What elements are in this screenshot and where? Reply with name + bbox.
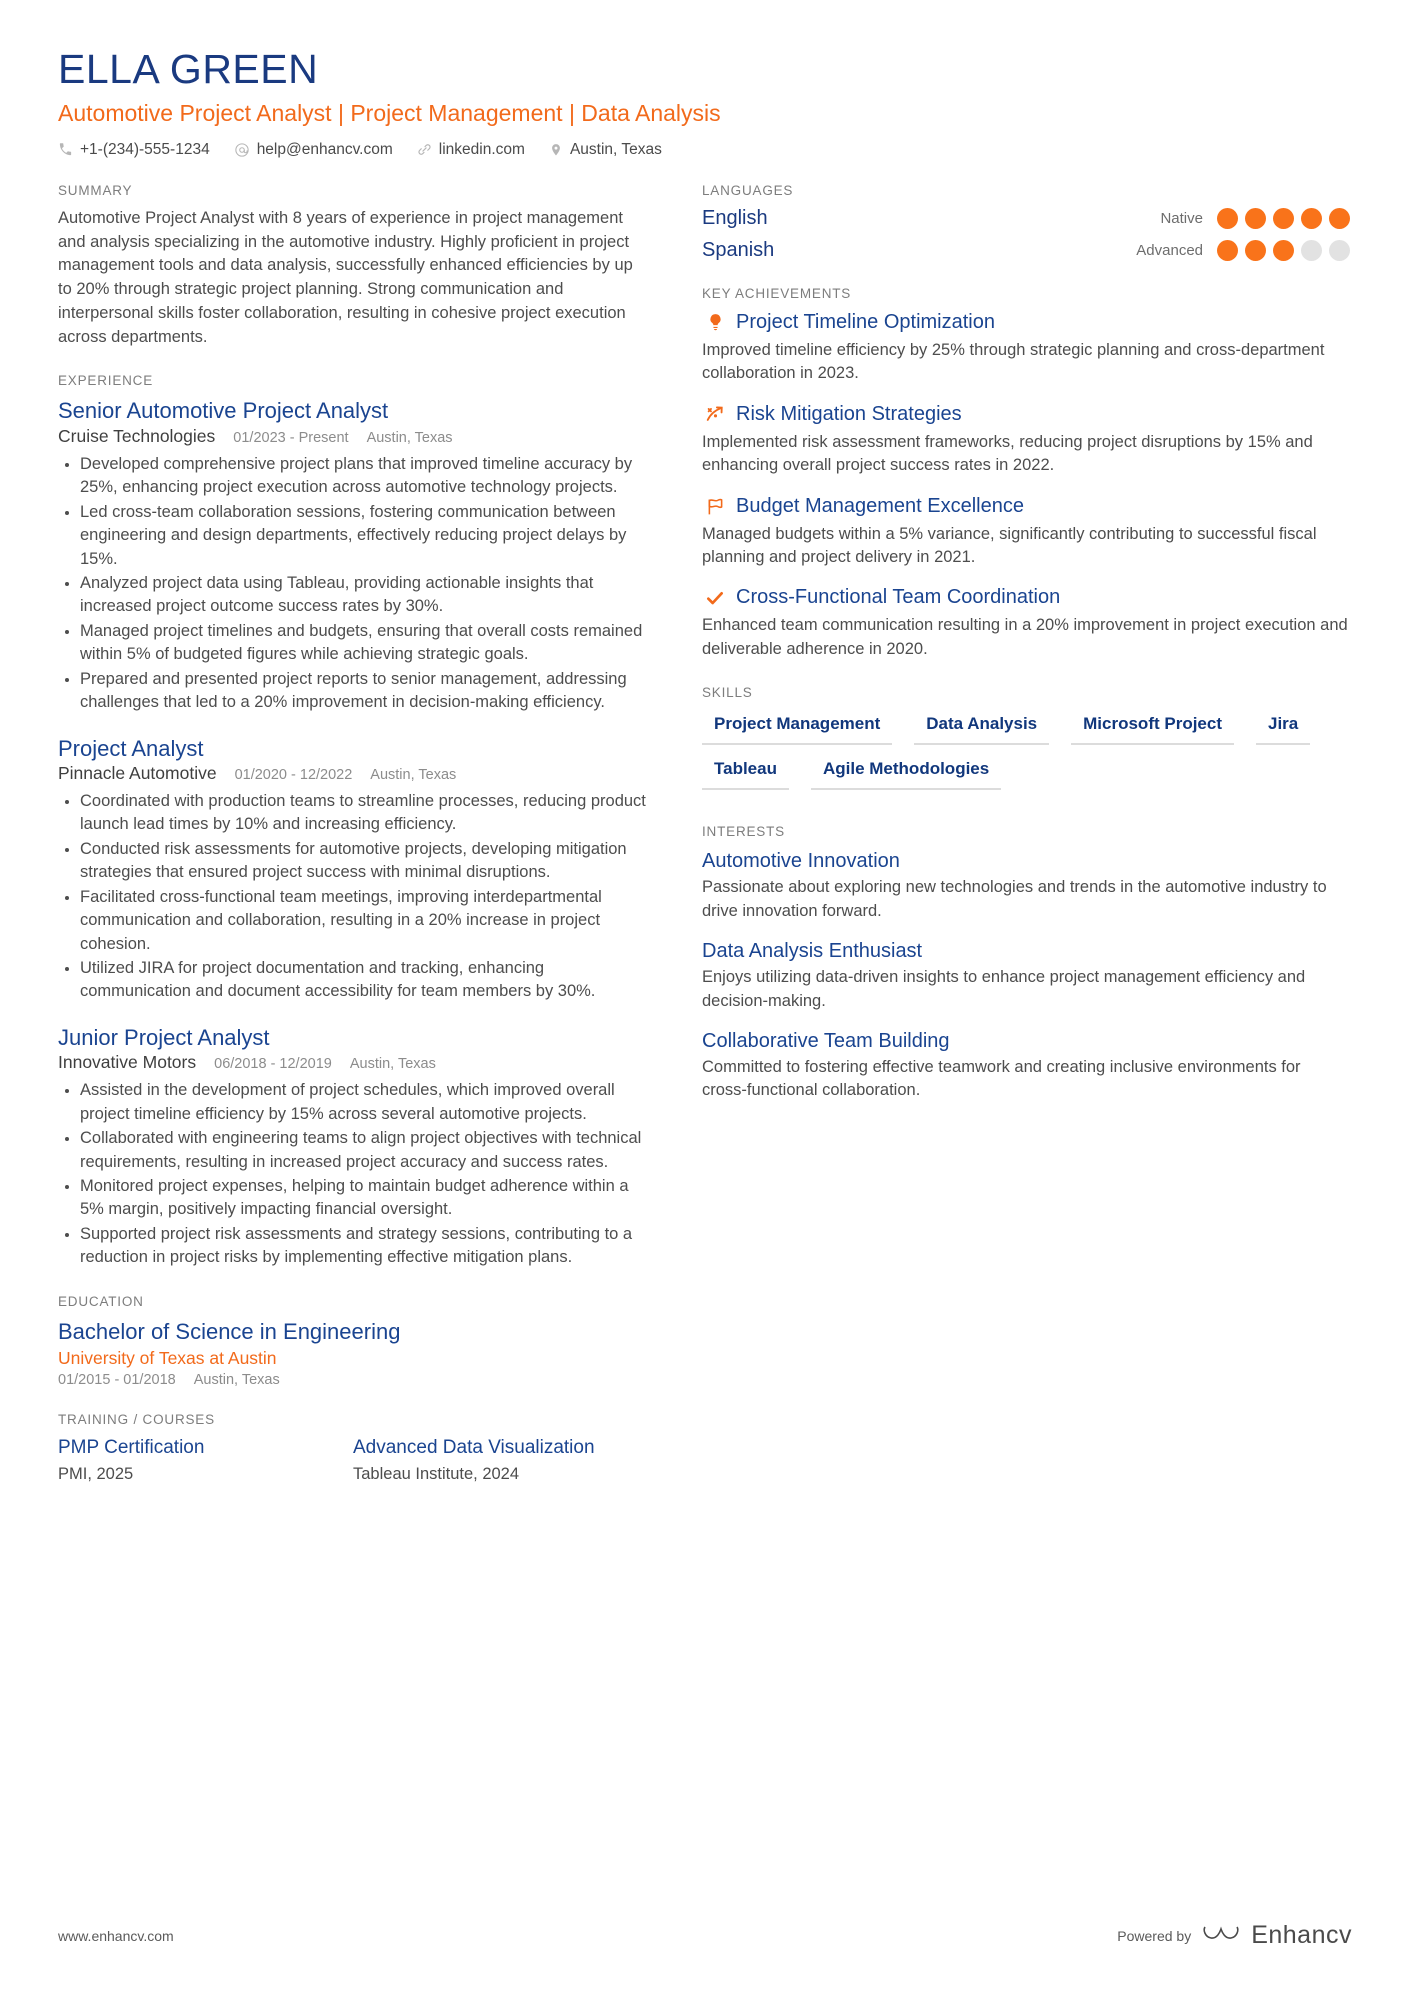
education-meta	[58, 1372, 648, 1388]
job-dates: 06/2018 - 12/2019	[214, 1056, 332, 1073]
education-dates: 01/2015 - 01/2018	[58, 1372, 176, 1389]
job-bullet-list	[58, 1079, 648, 1269]
experience-list	[58, 397, 648, 1269]
location-pin-icon	[549, 143, 563, 157]
contact-email	[234, 141, 393, 159]
proficiency-dot	[1301, 208, 1322, 229]
language-row	[702, 207, 1350, 230]
job-title: Project Analyst	[58, 735, 204, 761]
languages-section-label: LANGUAGES	[702, 182, 794, 198]
training-name: PMP Certification	[58, 1437, 205, 1459]
job-bullet-list	[58, 453, 648, 715]
achievement-entry	[702, 310, 1350, 386]
experience-bullet: Utilized JIRA for project documentation and tracking, enhancing communication and document accessibility for team members by 30%.	[58, 957, 648, 1004]
proficiency-dot	[1329, 208, 1350, 229]
achievement-head	[702, 310, 1350, 335]
enhancv-wordmark: Enhancv	[1251, 1921, 1352, 1949]
job-company: Pinnacle Automotive	[58, 763, 217, 784]
resume-header	[58, 46, 1352, 159]
language-level: Advanced	[1136, 241, 1203, 259]
section-skills	[702, 685, 1350, 790]
achievement-title: Budget Management Excellence	[736, 494, 1024, 517]
skill-tag: Data Analysis	[914, 709, 1049, 745]
training-provider: PMI, 2025	[58, 1464, 134, 1483]
education-school: University of Texas at Austin	[58, 1348, 277, 1369]
section-achievements	[702, 286, 1350, 661]
left-column	[58, 183, 678, 1508]
experience-bullet: Led cross-team collaboration sessions, fostering communication between engineering and design departments, effectively reducing project delays by 15%.	[58, 501, 648, 571]
interest-title: Automotive Innovation	[702, 850, 900, 873]
job-meta	[58, 426, 648, 447]
experience-bullet: Conducted risk assessments for automotive projects, developing mitigation strategies that ensured project success with minimal disruptions.	[58, 838, 648, 885]
footer-website-url[interactable]: www.enhancv.com	[58, 1927, 174, 1944]
experience-entry	[58, 1024, 648, 1270]
section-interests	[702, 824, 1350, 1103]
summary-text: Automotive Project Analyst with 8 years of experience in project management and analysis specializing in the automotive industry. Highly proficient in project management tools and data analysis, successfully enhanced efficiencies by up to 20% through strategic project planning. Strong communication and interpersonal skills foster collaboration, resulting in cohesive project execution across departments.	[58, 208, 633, 346]
footer-branding	[1117, 1920, 1352, 1951]
contact-link[interactable]	[417, 141, 525, 159]
contact-email-text: help@enhancv.com	[256, 140, 393, 158]
proficiency-dots	[1217, 240, 1350, 261]
job-location: Austin, Texas	[349, 1056, 436, 1073]
achievement-title: Risk Mitigation Strategies	[736, 402, 962, 425]
skills-section-label: SKILLS	[702, 685, 753, 701]
experience-bullet: Assisted in the development of project schedules, which improved overall project timeline efficiency by 15% across several automotive projects.	[58, 1079, 648, 1126]
contact-location	[549, 141, 662, 159]
skill-tag: Agile Methodologies	[811, 754, 1001, 790]
training-entry	[353, 1436, 648, 1484]
section-experience	[58, 373, 648, 1269]
flag-icon	[702, 496, 728, 517]
skill-tag: Tableau	[702, 754, 789, 790]
contact-phone-text: +1-(234)-555-1234	[80, 140, 210, 158]
interests-section-label: INTERESTS	[702, 824, 785, 840]
training-section-label: TRAINING / COURSES	[58, 1412, 215, 1428]
contact-location-text: Austin, Texas	[569, 140, 662, 158]
training-entry	[58, 1436, 353, 1484]
achievement-entry	[702, 494, 1350, 570]
experience-bullet: Analyzed project data using Tableau, providing actionable insights that increased project outcome success rates by 30%.	[58, 572, 648, 619]
checkmark-icon	[702, 588, 728, 608]
proficiency-dot	[1273, 240, 1294, 261]
summary-section-label: SUMMARY	[58, 182, 133, 198]
proficiency-dot	[1245, 240, 1266, 261]
achievement-head	[702, 402, 1350, 427]
contact-row	[58, 141, 1352, 159]
interests-list	[702, 848, 1350, 1103]
achievement-head	[702, 585, 1350, 610]
job-meta	[58, 1052, 648, 1073]
right-column	[678, 183, 1350, 1127]
interest-title: Collaborative Team Building	[702, 1029, 950, 1052]
resume-body	[58, 183, 1352, 1508]
language-row	[702, 239, 1350, 262]
education-location: Austin, Texas	[193, 1372, 280, 1389]
growth-arrow-icon	[702, 403, 728, 425]
education-degree: Bachelor of Science in Engineering	[58, 1318, 401, 1344]
achievement-description: Enhanced team communication resulting in a 20% improvement in project execution and deliverable adherence in 2020.	[702, 616, 1348, 658]
education-section-label: EDUCATION	[58, 1293, 144, 1309]
language-name: Spanish	[702, 238, 775, 261]
achievements-list	[702, 310, 1350, 661]
job-company: Innovative Motors	[58, 1052, 197, 1073]
section-summary	[58, 183, 648, 350]
page-footer	[58, 1920, 1352, 1951]
proficiency-dot	[1301, 240, 1322, 261]
training-name: Advanced Data Visualization	[353, 1437, 595, 1459]
experience-bullet: Facilitated cross-functional team meetings, improving interdepartmental communication and collaboration, resulting in a 20% increase in project cohesion.	[58, 886, 648, 956]
job-title: Senior Automotive Project Analyst	[58, 398, 389, 424]
education-entry	[58, 1318, 648, 1389]
interest-entry	[702, 848, 1350, 923]
experience-bullet: Developed comprehensive project plans that improved timeline accuracy by 25%, enhancing project execution across automotive technology projects.	[58, 453, 648, 500]
job-dates: 01/2023 - Present	[233, 429, 349, 446]
proficiency-dot	[1329, 240, 1350, 261]
contact-phone	[58, 141, 210, 159]
candidate-name: ELLA GREEN	[58, 46, 319, 92]
section-training	[58, 1412, 648, 1484]
proficiency-dot	[1217, 240, 1238, 261]
language-level: Native	[1160, 209, 1203, 227]
job-bullet-list	[58, 790, 648, 1004]
skill-tag: Project Management	[702, 709, 892, 745]
job-meta	[58, 763, 648, 784]
language-name: English	[702, 206, 768, 229]
powered-by-label: Powered by	[1117, 1927, 1192, 1944]
languages-list	[702, 207, 1350, 262]
lightbulb-icon	[702, 311, 728, 333]
email-icon	[234, 142, 250, 158]
candidate-headline: Automotive Project Analyst | Project Management | Data Analysis	[58, 100, 721, 127]
interest-description: Passionate about exploring new technologies and trends in the automotive industry to drive innovation forward.	[702, 878, 1327, 920]
achievement-title: Cross-Functional Team Coordination	[736, 586, 1061, 609]
experience-bullet: Managed project timelines and budgets, ensuring that overall costs remained within 5% of budgeted figures while achieving strategic goals.	[58, 620, 648, 667]
skill-tag: Jira	[1256, 709, 1310, 745]
achievement-description: Managed budgets within a 5% variance, significantly contributing to successful fiscal planning and project delivery in 2021.	[702, 524, 1317, 566]
proficiency-dot	[1217, 208, 1238, 229]
proficiency-dot	[1273, 208, 1294, 229]
interest-entry	[702, 1028, 1350, 1103]
experience-bullet: Supported project risk assessments and strategy sessions, contributing to a reduction in project risks by implementing effective mitigation plans.	[58, 1223, 648, 1270]
experience-bullet: Monitored project expenses, helping to maintain budget adherence within a 5% margin, positively impacting financial oversight.	[58, 1175, 648, 1222]
experience-bullet: Coordinated with production teams to streamline processes, reducing product launch lead times by 10% and increasing efficiency.	[58, 790, 648, 837]
experience-bullet: Collaborated with engineering teams to align project objectives with technical requirements, resulting in increased project accuracy and success rates.	[58, 1127, 648, 1174]
enhancv-logo-icon	[1201, 1920, 1241, 1951]
achievement-title: Project Timeline Optimization	[736, 310, 995, 333]
section-education	[58, 1294, 648, 1389]
interest-description: Enjoys utilizing data-driven insights to enhance project management efficiency and decision-making.	[702, 968, 1306, 1010]
experience-entry	[58, 397, 648, 714]
interest-description: Committed to fostering effective teamwork and creating inclusive environments for cross-functional collaboration.	[702, 1057, 1301, 1100]
achievement-entry	[702, 585, 1350, 661]
training-list	[58, 1436, 648, 1484]
job-title: Junior Project Analyst	[58, 1024, 270, 1050]
skill-tag: Microsoft Project	[1071, 709, 1234, 745]
achievement-entry	[702, 402, 1350, 478]
job-dates: 01/2020 - 12/2022	[234, 767, 353, 784]
job-location: Austin, Texas	[366, 429, 453, 446]
phone-icon	[58, 142, 73, 157]
achievements-section-label: KEY ACHIEVEMENTS	[702, 285, 852, 301]
experience-bullet: Prepared and presented project reports to senior management, addressing challenges that led to a 20% improvement in decision-making efficiency.	[58, 668, 648, 715]
job-company: Cruise Technologies	[58, 425, 216, 446]
experience-section-label: EXPERIENCE	[58, 373, 154, 389]
experience-entry	[58, 735, 648, 1004]
achievement-head	[702, 494, 1350, 519]
job-location: Austin, Texas	[370, 767, 457, 784]
section-languages	[702, 183, 1350, 262]
contact-link-text: linkedin.com	[438, 140, 525, 158]
link-icon	[417, 142, 432, 157]
interest-entry	[702, 938, 1350, 1013]
skills-list	[702, 709, 1350, 790]
proficiency-dot	[1245, 208, 1266, 229]
proficiency-dots	[1217, 208, 1350, 229]
interest-title: Data Analysis Enthusiast	[702, 940, 923, 963]
training-provider: Tableau Institute, 2024	[353, 1464, 520, 1483]
achievement-description: Improved timeline efficiency by 25% through strategic planning and cross-department collaboration in 2023.	[702, 340, 1325, 383]
achievement-description: Implemented risk assessment frameworks, reducing project disruptions by 15% and enhancing overall project success rates in 2022.	[702, 432, 1313, 475]
